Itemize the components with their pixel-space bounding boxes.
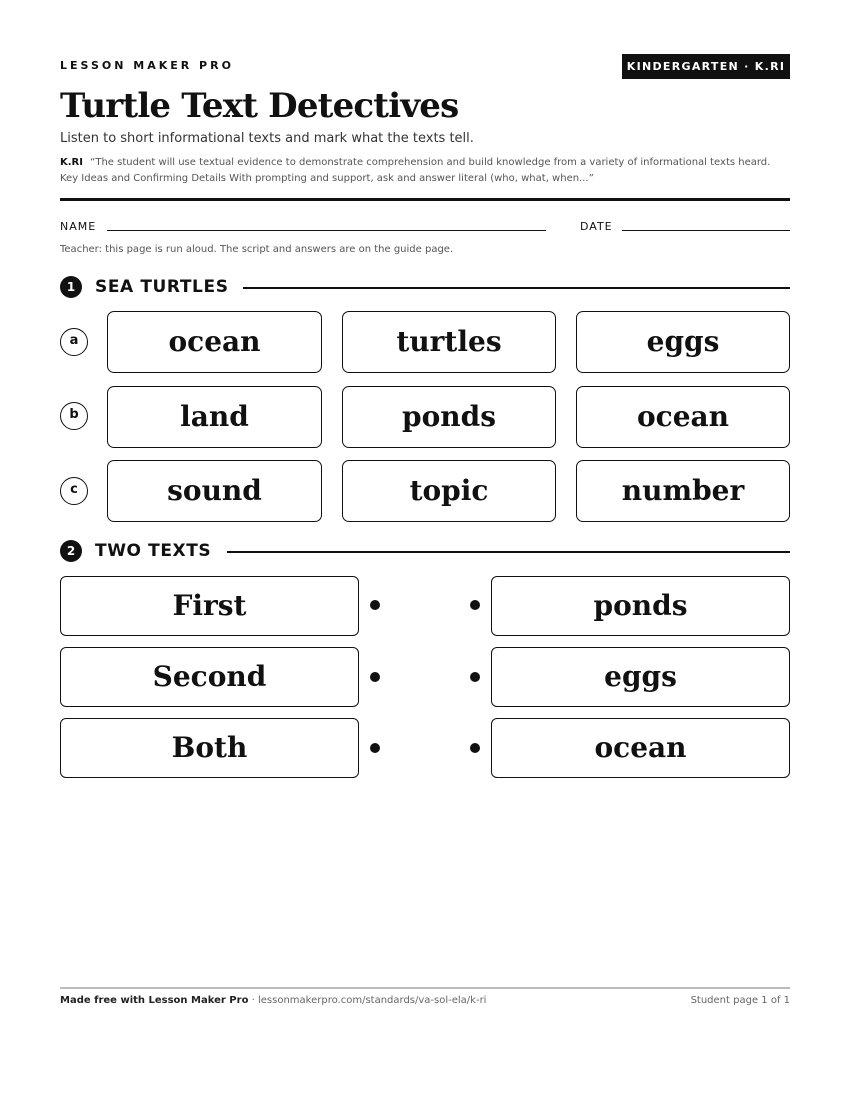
footer-url[interactable]: · lessonmakerpro.com/standards/va-sol-ela/k-ri (251, 995, 487, 1006)
date-field[interactable] (622, 230, 790, 231)
match-dot-right[interactable] (470, 600, 480, 610)
page-title: Turtle Text Detectives (60, 86, 459, 126)
row-letter-b: b (60, 402, 88, 430)
section-number: 2 (60, 540, 82, 562)
footer-page-number: Student page 1 of 1 (690, 995, 790, 1006)
footer-credit (60, 995, 486, 1006)
choice-box[interactable]: number (576, 460, 790, 522)
name-label: NAME (60, 220, 97, 233)
section-label: SEA TURTLES (95, 275, 243, 299)
match-right-box[interactable]: eggs (491, 647, 790, 707)
match-left-box[interactable]: Both (60, 718, 359, 778)
section-two-texts-header (60, 539, 790, 563)
match-left-box[interactable]: Second (60, 647, 359, 707)
page-subtitle: Listen to short informational texts and mark what the texts tell. (60, 131, 474, 146)
header-divider (60, 198, 790, 201)
row-letter-c: c (60, 477, 88, 505)
section-rule (240, 287, 790, 289)
choice-box[interactable]: ocean (107, 311, 322, 373)
section-sea-turtles-header (60, 275, 790, 299)
choice-box[interactable]: land (107, 386, 322, 448)
section-rule (227, 551, 790, 553)
section-number: 1 (60, 276, 82, 298)
grade-badge: KINDERGARTEN · K.RI (622, 54, 790, 79)
match-dot-right[interactable] (470, 672, 480, 682)
brand-name: LESSON MAKER PRO (60, 59, 234, 72)
choice-box[interactable]: eggs (576, 311, 790, 373)
match-right-box[interactable]: ocean (491, 718, 790, 778)
match-dot-left[interactable] (370, 600, 380, 610)
standard-description (60, 155, 790, 187)
standard-code: K.RI (60, 157, 83, 168)
standard-text: “The student will use textual evidence to demonstrate comprehension and build knowledge from a variety of informational texts heard. Key Ideas and Confirming Details With prompting and support, ask and answer literal (who, what, when...” (60, 157, 771, 184)
row-letter-a: a (60, 328, 88, 356)
match-left-box[interactable]: First (60, 576, 359, 636)
footer-divider (60, 987, 790, 989)
choice-box[interactable]: turtles (342, 311, 556, 373)
worksheet-page (60, 0, 790, 1100)
choice-box[interactable]: topic (342, 460, 556, 522)
name-field[interactable] (107, 230, 546, 231)
match-dot-left[interactable] (370, 672, 380, 682)
match-dot-left[interactable] (370, 743, 380, 753)
match-dot-right[interactable] (470, 743, 480, 753)
choice-box[interactable]: ocean (576, 386, 790, 448)
choice-box[interactable]: ponds (342, 386, 556, 448)
footer-made-with: Made free with Lesson Maker Pro (60, 995, 249, 1006)
choice-box[interactable]: sound (107, 460, 322, 522)
section-label: TWO TEXTS (95, 539, 225, 563)
date-label: DATE (580, 220, 613, 233)
teacher-note: Teacher: this page is run aloud. The script and answers are on the guide page. (60, 244, 454, 255)
match-right-box[interactable]: ponds (491, 576, 790, 636)
name-date-row (60, 220, 790, 234)
